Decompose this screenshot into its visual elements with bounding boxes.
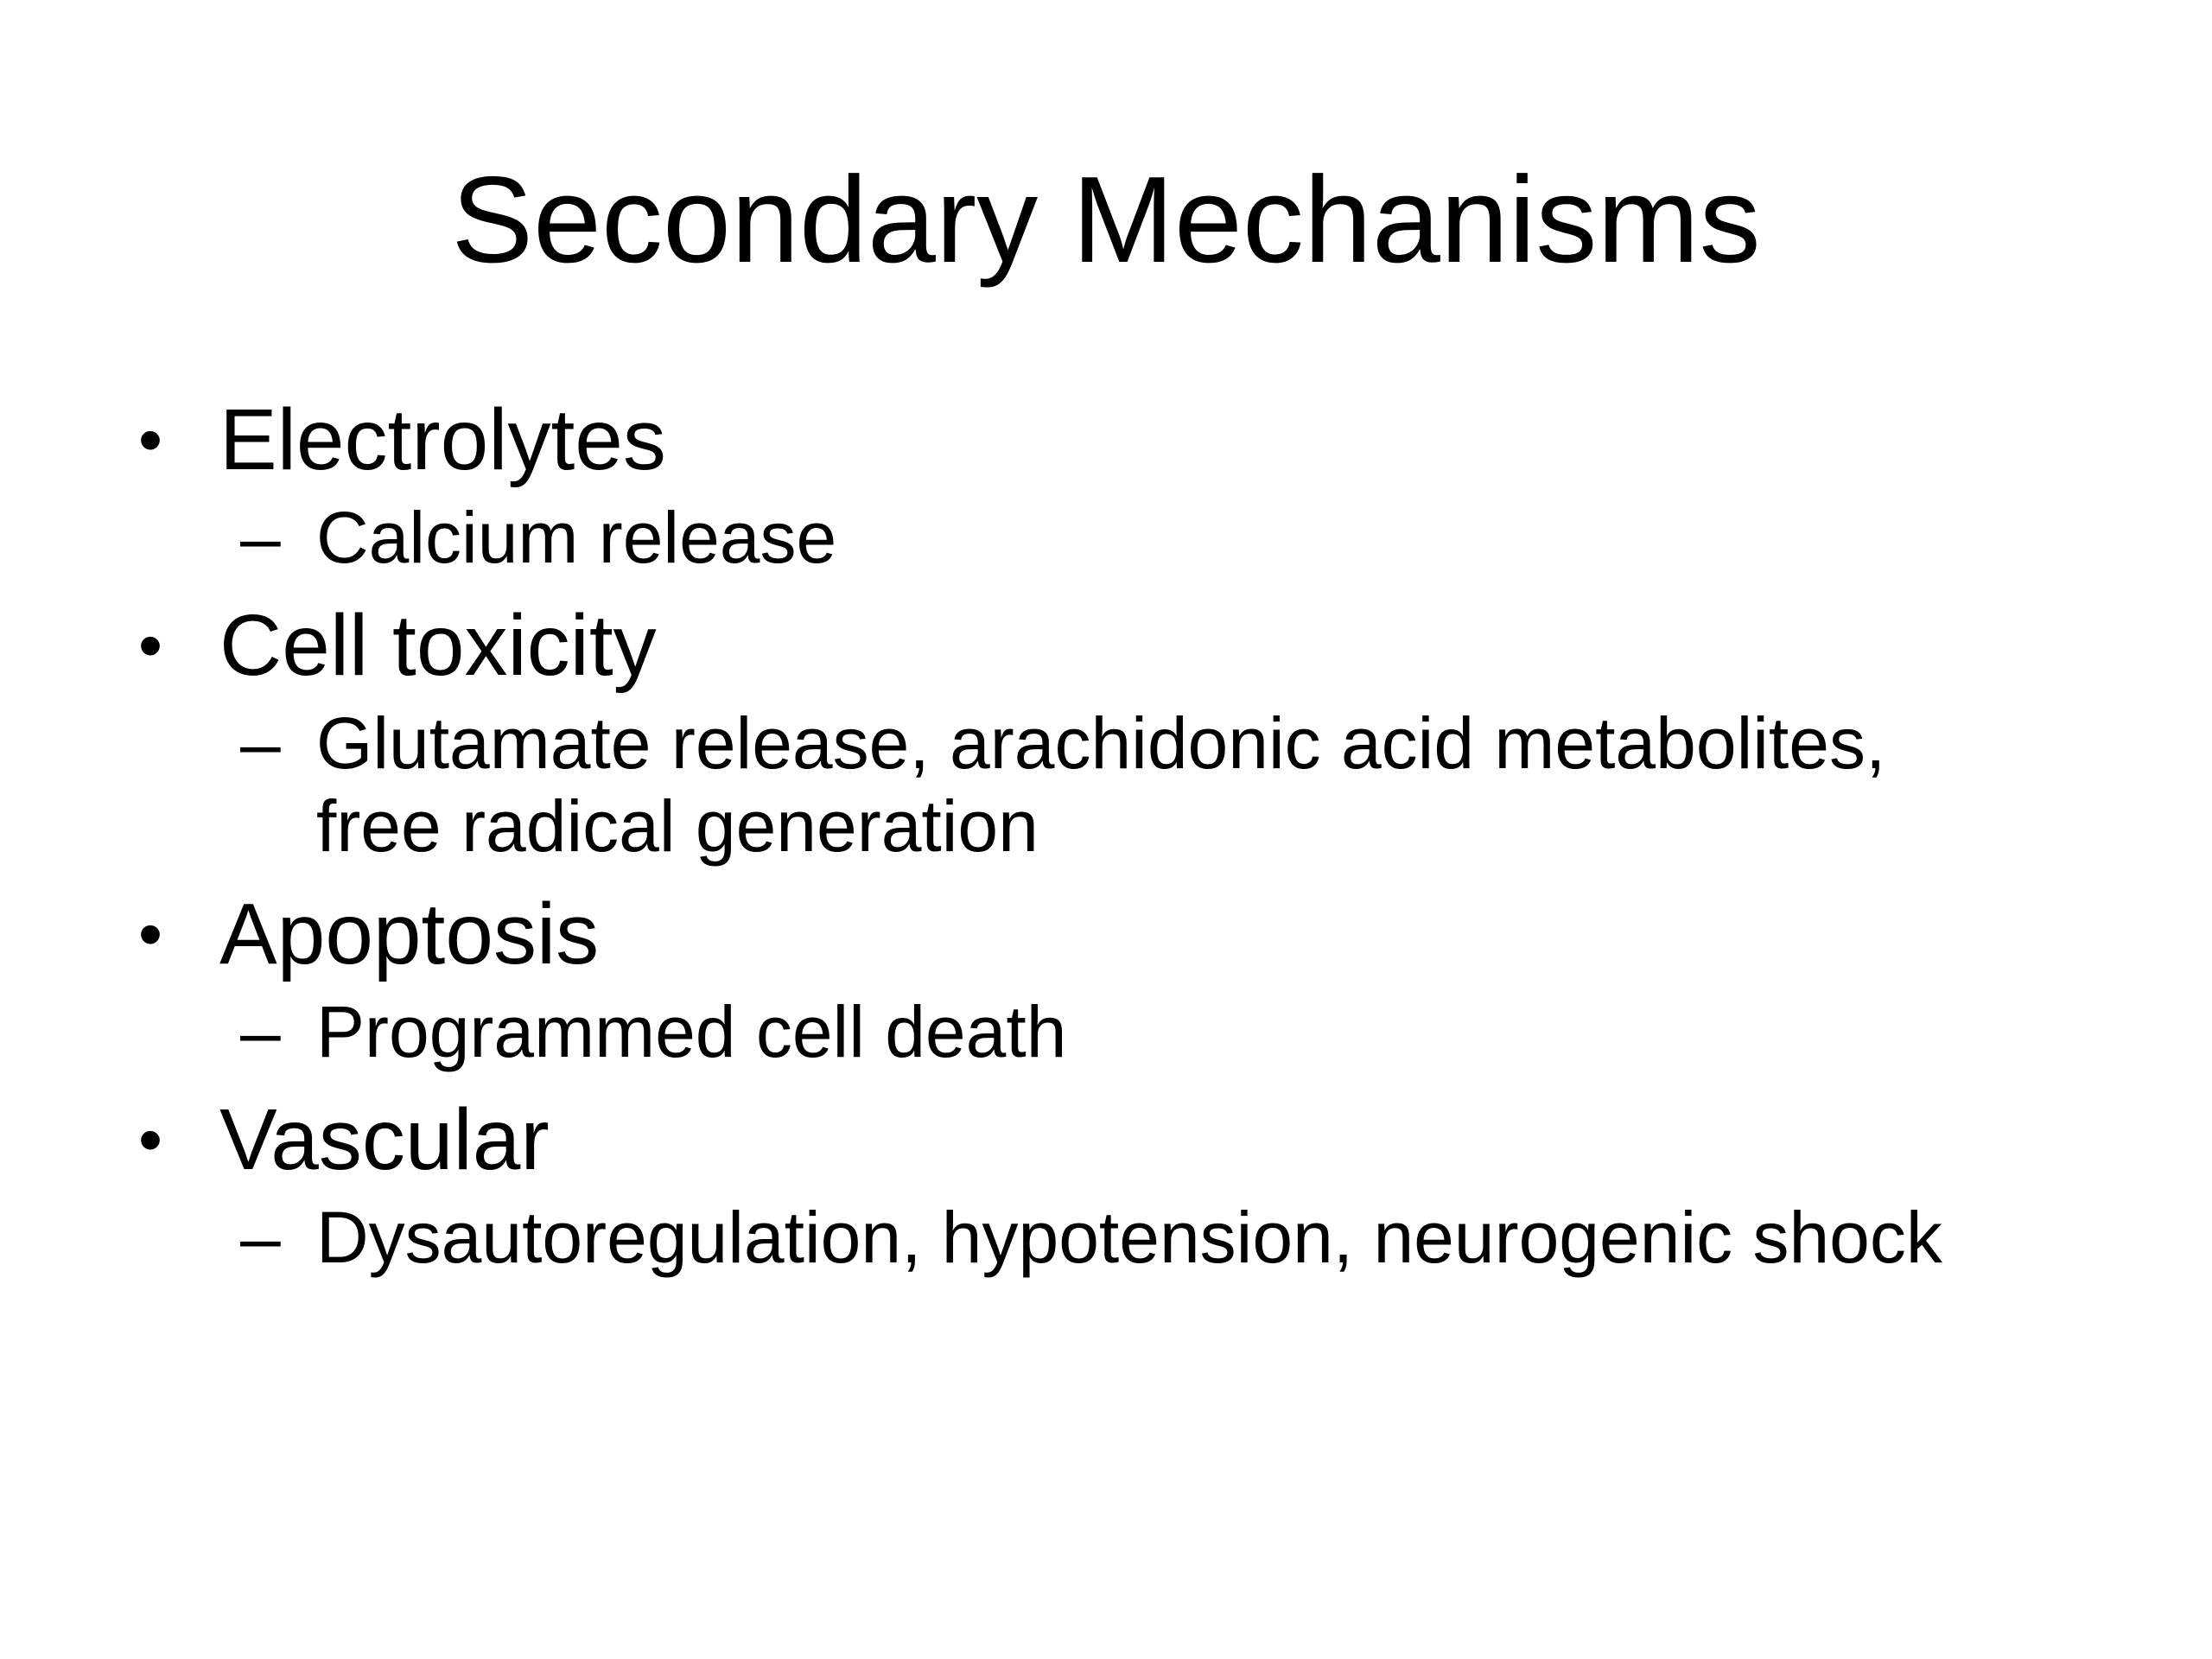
sub-list bbox=[130, 496, 2117, 579]
bullet-dot-icon: • bbox=[138, 895, 163, 972]
bullet-item-apoptosis bbox=[130, 883, 2117, 1073]
dash-icon: – bbox=[240, 497, 281, 578]
bullet-row bbox=[130, 1089, 2117, 1191]
sub-list bbox=[130, 1196, 2117, 1279]
sub-item bbox=[130, 990, 2117, 1073]
bullet-item-vascular bbox=[130, 1089, 2117, 1279]
bullet-row bbox=[130, 594, 2117, 696]
sub-list bbox=[130, 702, 2117, 868]
bullet-item-cell-toxicity bbox=[130, 594, 2117, 868]
sub-list bbox=[130, 990, 2117, 1073]
bullet-text: Vascular bbox=[219, 1091, 550, 1188]
bullet-row bbox=[130, 389, 2117, 491]
slide-title: Secondary Mechanisms bbox=[451, 151, 1761, 289]
bullet-item-electrolytes bbox=[130, 389, 2117, 579]
bullet-dot-icon: • bbox=[138, 607, 163, 683]
sub-item bbox=[130, 496, 2117, 579]
sub-item-text: Glutamate release, arachidonic acid metabolites, free radical generation bbox=[316, 702, 1886, 867]
dash-icon: – bbox=[240, 702, 281, 784]
dash-icon: – bbox=[240, 1197, 281, 1278]
sub-item-text: Dysautoregulation, hypotension, neurogenic shock bbox=[316, 1197, 1942, 1278]
dash-icon: – bbox=[240, 991, 281, 1072]
bullet-dot-icon: • bbox=[138, 401, 163, 478]
bullet-text: Electrolytes bbox=[219, 391, 666, 488]
sub-item bbox=[130, 702, 2117, 868]
sub-item-text: Calcium release bbox=[316, 497, 837, 578]
bullet-text: Cell toxicity bbox=[219, 597, 657, 694]
sub-item-text: Programmed cell death bbox=[316, 991, 1067, 1072]
sub-item bbox=[130, 1196, 2117, 1279]
bullet-dot-icon: • bbox=[138, 1101, 163, 1178]
bullet-row bbox=[130, 883, 2117, 985]
bullet-list bbox=[130, 389, 2117, 1294]
bullet-text: Apoptosis bbox=[219, 886, 600, 982]
